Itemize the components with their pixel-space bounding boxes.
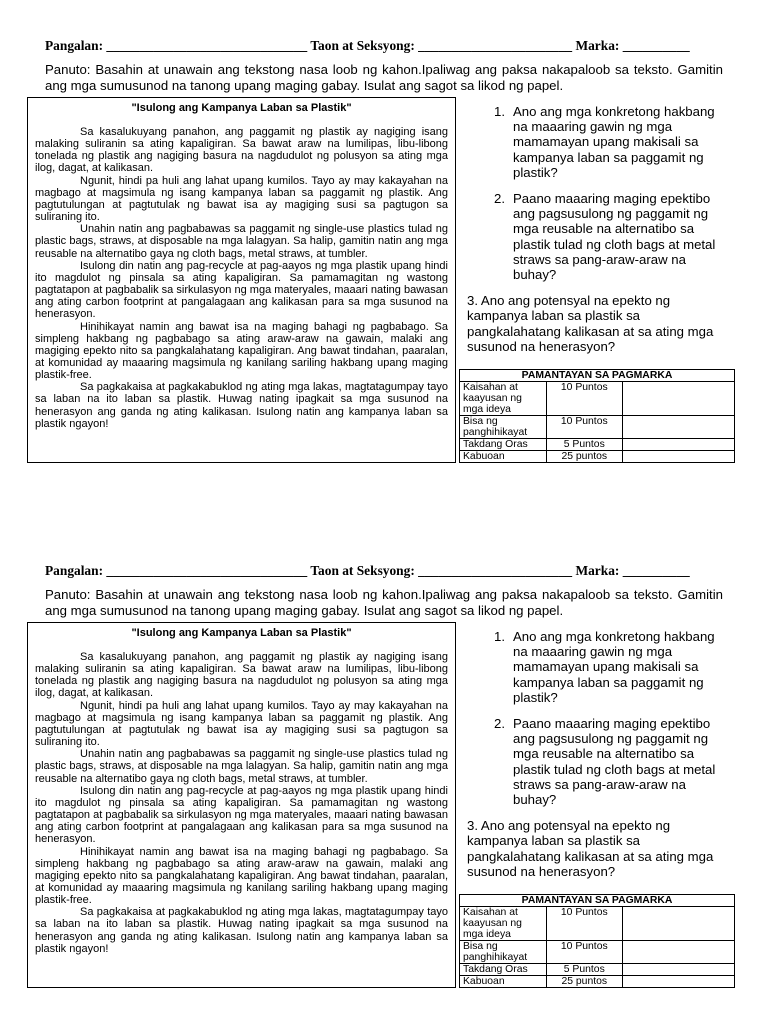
- passage-paragraph: Sa pagkakaisa at pagkakabuklod ng ating mga lakas, magtatagumpay tayo sa laban na ito laban sa plastik. Huwag nating ipagkait sa mga susunod na henerasyon ang ganda ng ating kalikasan. Isulong natin ang kampanya laban sa plastik ngayon!: [35, 381, 448, 430]
- rubric-criterion: Bisa ng panghihikayat: [460, 416, 547, 439]
- passage-box: [27, 97, 456, 463]
- passage-box: [27, 622, 456, 988]
- passage-paragraph: Ngunit, hindi pa huli ang lahat upang kumilos. Tayo ay may kakayahan na magbago at magsimula ng isang kampanya laban sa paggamit ng plastik. Ang pagtutulungan at pagtutulak ng bawat isa ay magiging susi sa pagtugon sa suliraning ito.: [35, 174, 448, 224]
- passage-paragraph: Isulong din natin ang pag-recycle at pag-aayos ng mga plastik upang hindi ito magdulot ng pinsala sa ating kapaligiran. Sa pamamagitan ng wastong pagtatapon at pagbabalik sa sirkulasyon ng mga materyales, maaari nating bawasan ang ating carbon footprint at pangalagaan ang kalikasan para sa mga susunod na henerasyon.: [35, 784, 448, 846]
- rubric-criterion: Takdang Oras: [460, 964, 547, 976]
- instructions-text: Panuto: Basahin at unawain ang tekstong nasa loob ng kahon.Ipaliwag ang paksa nakapaloob sa teksto. Gamitin ang mga sumusunod na tanong upang maging gabay. Isulat ang sagot sa likod ng papel.: [45, 62, 723, 93]
- rubric-score-cell: [622, 964, 734, 976]
- rubric-score-cell: [622, 451, 734, 463]
- passage-paragraph: Unahin natin ang pagbabawas sa paggamit ng single-use plastics tulad ng plastic bags, straws, at disposable na mga lalagyan. Sa halip, gamitin natin ang mga reusable na alternatibo gaya ng cloth bags, metal straws, at tumbler.: [35, 223, 448, 260]
- rubric-row: [460, 382, 735, 416]
- question-3-text: 3. Ano ang potensyal na epekto ng kampanya laban sa plastik sa pangkalahatang kalikasan at sa ating mga susunod na henerasyon?: [467, 818, 714, 879]
- rubric-points: 25 puntos: [546, 976, 622, 988]
- passage-paragraph: Sa kasalukuyang panahon, ang paggamit ng plastik ay nagiging isang malaking suliranin sa ating kapaligiran. Sa bawat araw na lumilipas, libu-libong tonelada ng plastik ang nagiging basura na nagdudulot ng polusyon sa ating mga ilog, dagat, at kalikasan.: [35, 126, 448, 175]
- rubric-row: [460, 451, 735, 463]
- passage-paragraph: Hinihikayat namin ang bawat isa na maging bahagi ng pagbabago. Sa simpleng hakbang ng pagbabago sa ating araw-araw na gawain, malaki ang magiging epekto nito sa pangkalahatang kapaligiran. Ang bawat tindahan, paaralan, at komunidad ay maaaring magsimula ng kanilang sariling hakbang upang maging plastik-free.: [35, 320, 448, 382]
- passage-title: "Isulong ang Kampanya Laban sa Plastik": [131, 102, 352, 114]
- rubric-row: [460, 416, 735, 439]
- rubric-criterion: Kaisahan at kaayusan ng mga ideya: [460, 382, 547, 416]
- rubric-row: [460, 941, 735, 964]
- question-3-text: 3. Ano ang potensyal na epekto ng kampanya laban sa plastik sa pangkalahatang kalikasan at sa ating mga susunod na henerasyon?: [467, 293, 714, 354]
- worksheet-copy-bottom: [0, 525, 768, 1024]
- student-info-header: Pangalan: ______________________________ Taon at Seksyong: _______________________ Marka: __________: [45, 563, 690, 578]
- question-item: [467, 191, 737, 282]
- passage-paragraph: Isulong din natin ang pag-recycle at pag-aayos ng mga plastik upang hindi ito magdulot ng pinsala sa ating kapaligiran. Sa pamamagitan ng wastong pagtatapon at pagbabalik sa sirkulasyon ng mga materyales, maaari nating bawasan ang ating carbon footprint at pangalagaan ang kalikasan para sa mga susunod na henerasyon.: [35, 259, 448, 321]
- rubric-criterion: Bisa ng panghihikayat: [460, 941, 547, 964]
- rubric-score-cell: [622, 382, 734, 416]
- rubric-row: [460, 976, 735, 988]
- rubric-score-cell: [622, 439, 734, 451]
- passage-paragraph: Sa kasalukuyang panahon, ang paggamit ng plastik ay nagiging isang malaking suliranin sa ating kapaligiran. Sa bawat araw na lumilipas, libu-libong tonelada ng plastik ang nagiging basura na nagdudulot ng polusyon sa ating mga ilog, dagat, at kalikasan.: [35, 651, 448, 700]
- rubric-criterion: Kabuoan: [460, 451, 547, 463]
- question-item: [467, 629, 737, 705]
- question-text: Paano maaaring maging epektibo ang pagsusulong ng paggamit ng mga reusable na alternatibo sa plastik tulad ng cloth bags at metal straws sa pang-araw-araw na buhay?: [513, 191, 716, 283]
- rubric-score-cell: [622, 416, 734, 439]
- question-text: Ano ang mga konkretong hakbang na maaaring gawin ng mga mamamayan upang makisali sa kampanya laban sa paggamit ng plastik?: [513, 104, 715, 180]
- rubric-points: 5 Puntos: [546, 439, 622, 451]
- rubric-points: 10 Puntos: [546, 382, 622, 416]
- rubric-score-cell: [622, 907, 734, 941]
- rubric-points: 10 Puntos: [546, 941, 622, 964]
- passage-paragraph: Sa pagkakaisa at pagkakabuklod ng ating mga lakas, magtatagumpay tayo sa laban na ito laban sa plastik. Huwag nating ipagkait sa mga susunod na henerasyon ang ganda ng ating kalikasan. Isulong natin ang kampanya laban sa plastik ngayon!: [35, 906, 448, 955]
- rubric-points: 10 Puntos: [546, 907, 622, 941]
- question-number: 2.: [494, 716, 505, 732]
- rubric-row: [460, 907, 735, 941]
- question-text: Paano maaaring maging epektibo ang pagsusulong ng paggamit ng mga reusable na alternatibo sa plastik tulad ng cloth bags at metal straws sa pang-araw-araw na buhay?: [513, 716, 716, 808]
- rubric-criterion: Kaisahan at kaayusan ng mga ideya: [460, 907, 547, 941]
- worksheet-copy-top: [0, 0, 768, 500]
- rubric-score-cell: [622, 976, 734, 988]
- passage-paragraph: Unahin natin ang pagbabawas sa paggamit ng single-use plastics tulad ng plastic bags, straws, at disposable na mga lalagyan. Sa halip, gamitin natin ang mga reusable na alternatibo gaya ng cloth bags, metal straws, at tumbler.: [35, 748, 448, 785]
- rubric-points: 5 Puntos: [546, 964, 622, 976]
- question-number: 2.: [494, 191, 505, 207]
- rubric-title: PAMANTAYAN SA PAGMARKA: [460, 895, 735, 907]
- rubric-table: [459, 894, 735, 988]
- passage-body: [35, 126, 448, 430]
- guide-questions: [467, 629, 737, 879]
- rubric-table: [459, 369, 735, 463]
- passage-body: [35, 651, 448, 955]
- rubric-points: 10 Puntos: [546, 416, 622, 439]
- instructions-text: Panuto: Basahin at unawain ang tekstong nasa loob ng kahon.Ipaliwag ang paksa nakapaloob sa teksto. Gamitin ang mga sumusunod na tanong upang maging gabay. Isulat ang sagot sa likod ng papel.: [45, 587, 723, 618]
- passage-title: "Isulong ang Kampanya Laban sa Plastik": [131, 627, 352, 639]
- question-item: [467, 104, 737, 180]
- rubric-points: 25 puntos: [546, 451, 622, 463]
- passage-paragraph: Hinihikayat namin ang bawat isa na maging bahagi ng pagbabago. Sa simpleng hakbang ng pagbabago sa ating araw-araw na gawain, malaki ang magiging epekto nito sa pangkalahatang kapaligiran. Ang bawat tindahan, paaralan, at komunidad ay maaaring magsimula ng kanilang sariling hakbang upang maging plastik-free.: [35, 845, 448, 907]
- rubric-title: PAMANTAYAN SA PAGMARKA: [460, 370, 735, 382]
- rubric-criterion: Kabuoan: [460, 976, 547, 988]
- rubric-row: [460, 439, 735, 451]
- question-text: Ano ang mga konkretong hakbang na maaaring gawin ng mga mamamayan upang makisali sa kampanya laban sa paggamit ng plastik?: [513, 629, 715, 705]
- question-number: 1.: [494, 104, 505, 119]
- guide-questions: [467, 104, 737, 354]
- question-number: 1.: [494, 629, 505, 644]
- student-info-header: Pangalan: ______________________________ Taon at Seksyong: _______________________ Marka: __________: [45, 38, 690, 53]
- rubric-score-cell: [622, 941, 734, 964]
- question-item: [467, 716, 737, 807]
- rubric-row: [460, 964, 735, 976]
- rubric-criterion: Takdang Oras: [460, 439, 547, 451]
- passage-paragraph: Ngunit, hindi pa huli ang lahat upang kumilos. Tayo ay may kakayahan na magbago at magsimula ng isang kampanya laban sa paggamit ng plastik. Ang pagtutulungan at pagtutulak ng bawat isa ay magiging susi sa pagtugon sa suliraning ito.: [35, 699, 448, 749]
